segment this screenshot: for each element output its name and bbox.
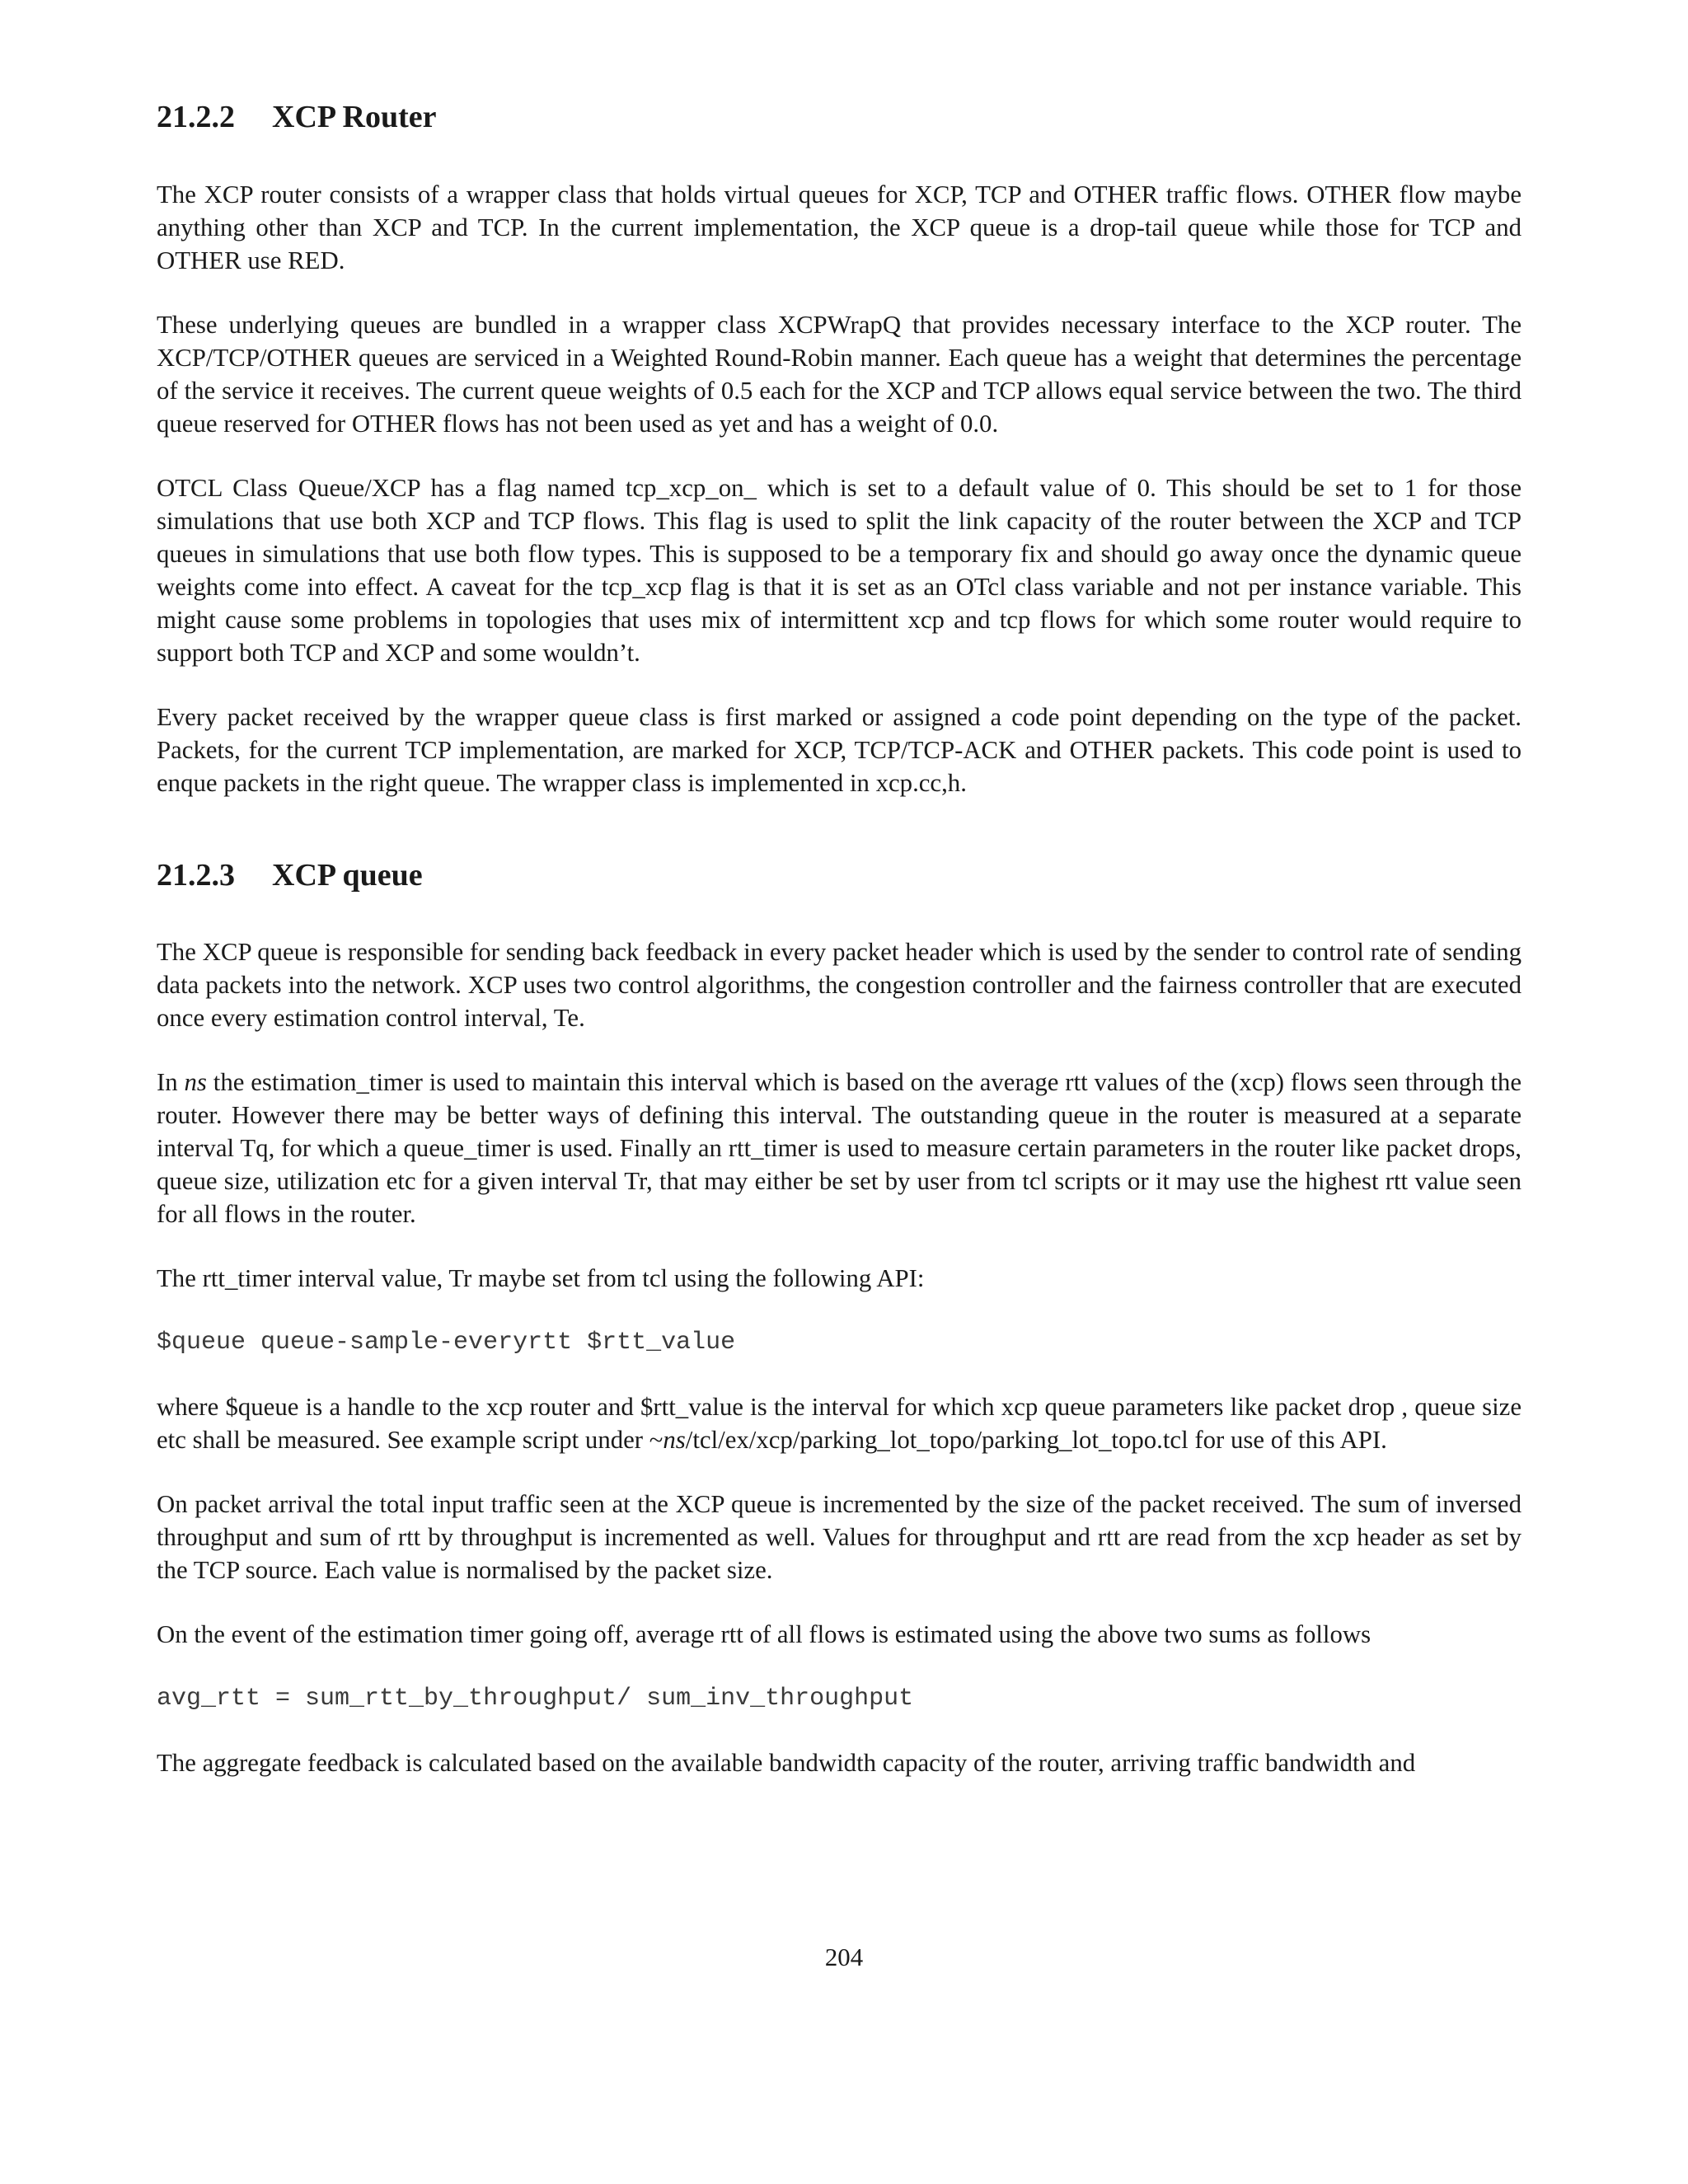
paragraph: The XCP router consists of a wrapper class that holds virtual queues for XCP, TCP and OTHER traffic flows. OTHER flow maybe anything other than XCP and TCP. In the current implementation, the XCP queue is a drop-tail queue while those for TCP and OTHER use RED. [157,180,1522,274]
paragraph: The rtt_timer interval value, Tr maybe set from tcl using the following API: [157,1264,925,1293]
paragraph: The XCP queue is responsible for sending back feedback in every packet header which is used by the sender to control rate of sending data packets into the network. XCP uses two control algorithms, the congestion controller and the fairness controller that are executed once every estimation control interval, Te. [157,938,1522,1033]
paragraph: On the event of the estimation timer going off, average rtt of all flows is estimated using the above two sums as follows [157,1620,1372,1649]
text-run: where $queue is a handle to the xcp router and $rtt_value is the interval for which xcp queue parameters like packet drop , queue size etc shall be measured. See example script under ~ [157,1393,1522,1455]
section-title: XCP queue [272,857,423,893]
document-body [157,99,1522,1811]
paragraph: These underlying queues are bundled in a wrapper class XCPWrapQ that provides necessary interface to the XCP router. The XCP/TCP/OTHER queues are serviced in a Weighted Round-Robin manner. Each queue has a weight that determines the percentage of the service it receives. The current queue weights of 0.5 each for the XCP and TCP allows equal service between the two. The third queue reserved for OTHER flows has not been used as yet and has a weight of 0.0. [157,310,1522,438]
code-line: avg_rtt = sum_rtt_by_throughput/ sum_inv_throughput [157,1685,914,1713]
section-heading-xcp-router [157,99,1522,137]
text-run: the estimation_timer is used to maintain this interval which is based on the average rtt values of the (xcp) flows seen through the router. However there may be better ways of defining this interval. The outstanding queue in the router is measured at a separate interval Tq, for which a queue_timer is used. Finally an rtt_timer is used to measure certain parameters in the router like packet drops, queue size, utilization etc for a given interval Tr, that may either be set by user from tcl scripts or it may use the highest rtt value seen for all flows in the router. [157,1068,1522,1229]
paragraph: OTCL Class Queue/XCP has a flag named tcp_xcp_on_ which is set to a default value of 0. This should be set to 1 for those simulations that use both XCP and TCP flows. This flag is used to split the link capacity of the router between the XCP and TCP queues in simulations that use both flow types. This is supposed to be a temporary fix and should go away once the dynamic queue weights come into effect. A caveat for the tcp_xcp flag is that it is set as an OTcl class variable and not per instance variable. This might cause some problems in topologies that uses mix of intermittent xcp and tcp flows for which some router would require to support both TCP and XCP and some wouldn’t. [157,473,1522,667]
section-number: 21.2.2 [157,100,235,134]
text-run: In [157,1068,185,1097]
page-number: 204 [824,1943,864,1971]
section-title: XCP Router [272,100,437,134]
ns-italic: ns [184,1068,207,1097]
paragraph: Every packet received by the wrapper queue class is first marked or assigned a code point depending on the type of the packet. Packets, for the current TCP implementation, are marked for XCP, TCP/TCP-ACK and OTHER packets. This code point is used to enque packets in the right queue. The wrapper class is implemented in xcp.cc,h. [157,702,1522,797]
ns-italic: ns [663,1426,686,1455]
paragraph [157,1066,1522,1230]
section-heading-xcp-queue [157,857,1522,895]
paragraph [157,1390,1522,1456]
paragraph: On packet arrival the total input traffic seen at the XCP queue is incremented by the size of the packet received. The sum of inversed throughput and sum of rtt by throughput is incremented as well. Values for throughput and rtt are read from the xcp header as set by the TCP source. Each value is normalised by the packet size. [157,1490,1522,1585]
paragraph: The aggregate feedback is calculated based on the available bandwidth capacity of the router, arriving traffic bandwidth and [157,1749,1416,1778]
text-run: /tcl/ex/xcp/parking_lot_topo/parking_lot_topo.tcl for use of this API. [685,1426,1387,1455]
code-line: $queue queue-sample-everyrtt $rtt_value [157,1329,736,1357]
section-number: 21.2.3 [157,857,235,893]
